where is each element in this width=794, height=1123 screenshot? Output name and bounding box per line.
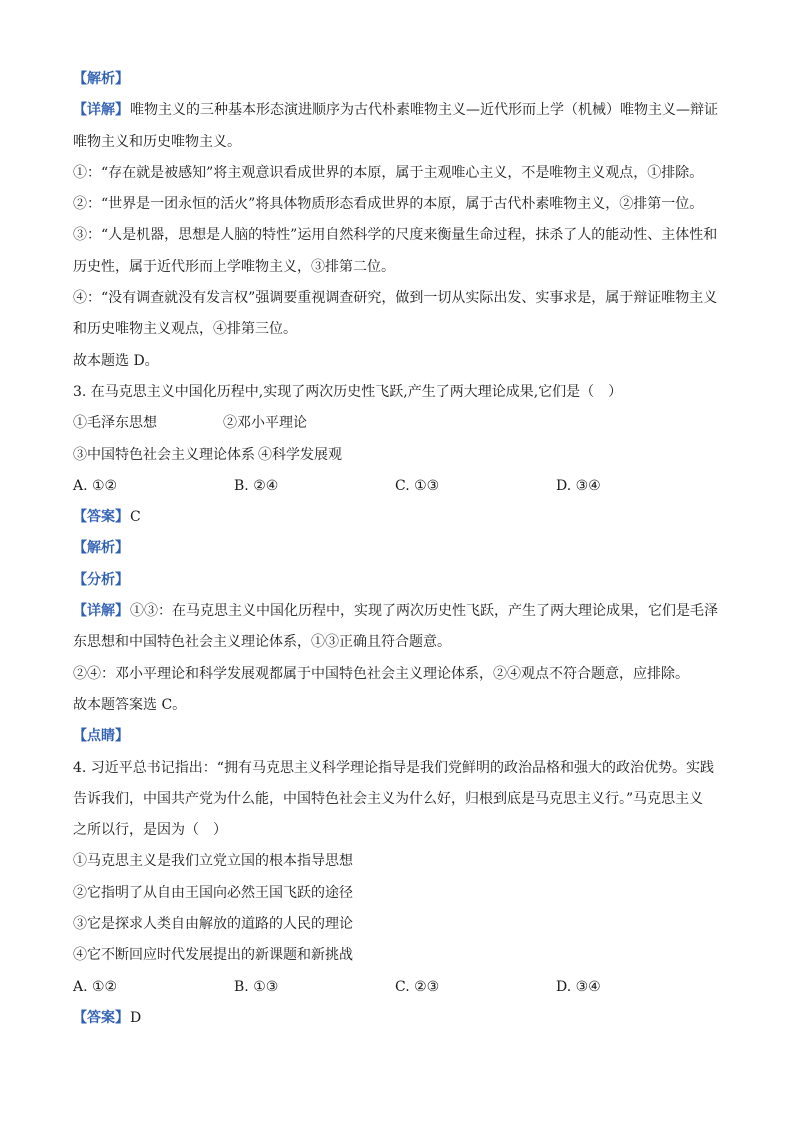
statement-item: ③中国特色社会主义理论体系	[73, 446, 255, 463]
tagged-paragraph-line	[73, 502, 723, 533]
paragraph-line: 和历史唯物主义观点，④排第三位。	[73, 321, 297, 338]
paragraph-line: ④它不断回应时代发展提出的新课题和新挑战	[73, 947, 353, 964]
answer-option: C. ①③	[395, 477, 440, 494]
section-tag: 【答案】	[73, 1009, 129, 1026]
answer-option: A. ①②	[73, 978, 118, 995]
paragraph-line: 历史性，属于近代形而上学唯物主义，③排第二位。	[73, 258, 395, 275]
tagged-paragraph-line	[73, 596, 723, 627]
answer-option: D. ③④	[556, 477, 601, 494]
paragraph-line: 唯物主义和历史唯物主义。	[73, 133, 241, 150]
statement-pair	[73, 408, 723, 439]
paragraph-line: 4. 习近平总书记指出：“拥有马克思主义科学理论指导是我们党鲜明的政治品格和强大的政治优势。实践	[73, 759, 714, 776]
answer-option: A. ①②	[73, 477, 118, 494]
paragraph-line: 3. 在马克思主义中国化历程中,实现了两次历史性飞跃,产生了两大理论成果,它们是（ ）	[73, 383, 623, 400]
statement-item: ①毛泽东思想	[73, 415, 157, 432]
paragraph-line: ①：“存在就是被感知”将主观意识看成世界的本原，属于主观唯心主义，不是唯物主义观点，①排除。	[73, 164, 704, 181]
section-tag: 【分析】	[73, 571, 129, 588]
paragraph-line: ②它指明了从自由王国向必然王国飞跃的途径	[73, 884, 353, 901]
statement-item: ②邓小平理论	[223, 415, 307, 432]
section-tag: 【解析】	[73, 540, 129, 557]
section-tag: 【答案】	[73, 509, 129, 526]
paragraph-line: ③：“人是机器，思想是人脑的特性”运用自然科学的尺度来衡量生命过程，抹杀了人的能动性、主体性和	[73, 227, 718, 244]
section-tag: 【详解】	[73, 603, 129, 620]
paragraph-line: ③它是探求人类自由解放的道路的人民的理论	[73, 916, 353, 933]
section-heading	[73, 565, 723, 596]
paragraph-line: 东思想和中国特色社会主义理论体系，①③正确且符合题意。	[73, 634, 451, 651]
paragraph-line: 告诉我们，中国共产党为什么能，中国特色社会主义为什么好，归根到底是马克思主义行。”马克思主义	[73, 790, 704, 807]
paragraph-line: 故本题选 D。	[73, 352, 159, 369]
section-tag: 【点睛】	[73, 728, 129, 745]
section-tag: 【解析】	[73, 71, 129, 87]
paragraph-line: ④：“没有调查就没有发言权”强调要重视调查研究，做到一切从实际出发、实事求是，属于辩证唯物主义	[73, 290, 718, 307]
paragraph-text: ①③：在马克思主义中国化历程中，实现了两次历史性飞跃，产生了两大理论成果，它们是毛泽	[130, 603, 718, 620]
statement-pair	[73, 440, 723, 471]
paragraph-text: C	[130, 509, 141, 526]
paragraph-text: 唯物主义的三种基本形态演进顺序为古代朴素唯物主义—近代形而上学（机械）唯物主义—辩证	[130, 102, 718, 119]
answer-option: D. ③④	[556, 978, 601, 995]
answer-option: B. ①③	[234, 978, 279, 995]
tagged-paragraph-line	[73, 1003, 723, 1034]
tagged-paragraph-line	[73, 95, 723, 126]
section-tag: 【详解】	[73, 102, 129, 119]
statement-item: ④科学发展观	[258, 446, 342, 463]
answer-options	[73, 471, 723, 502]
paragraph-line: 故本题答案选 C。	[73, 696, 187, 713]
paragraph-line: ②④：邓小平理论和科学发展观都属于中国特色社会主义理论体系，②④观点不符合题意，应排除。	[73, 665, 689, 682]
document-page	[73, 64, 723, 1034]
section-heading	[73, 533, 723, 564]
answer-options	[73, 972, 723, 1003]
section-heading	[73, 64, 723, 95]
answer-option: C. ②③	[395, 978, 440, 995]
paragraph-line: ②：“世界是一团永恒的活火”将具体物质形态看成世界的本原，属于古代朴素唯物主义，②排第一位。	[73, 196, 704, 213]
section-heading	[73, 721, 723, 752]
answer-option: B. ②④	[234, 477, 279, 494]
paragraph-line: ①马克思主义是我们立党立国的根本指导思想	[73, 853, 353, 870]
paragraph-text: D	[130, 1009, 142, 1026]
paragraph-line: 之所以行，是因为（ ）	[73, 822, 227, 839]
